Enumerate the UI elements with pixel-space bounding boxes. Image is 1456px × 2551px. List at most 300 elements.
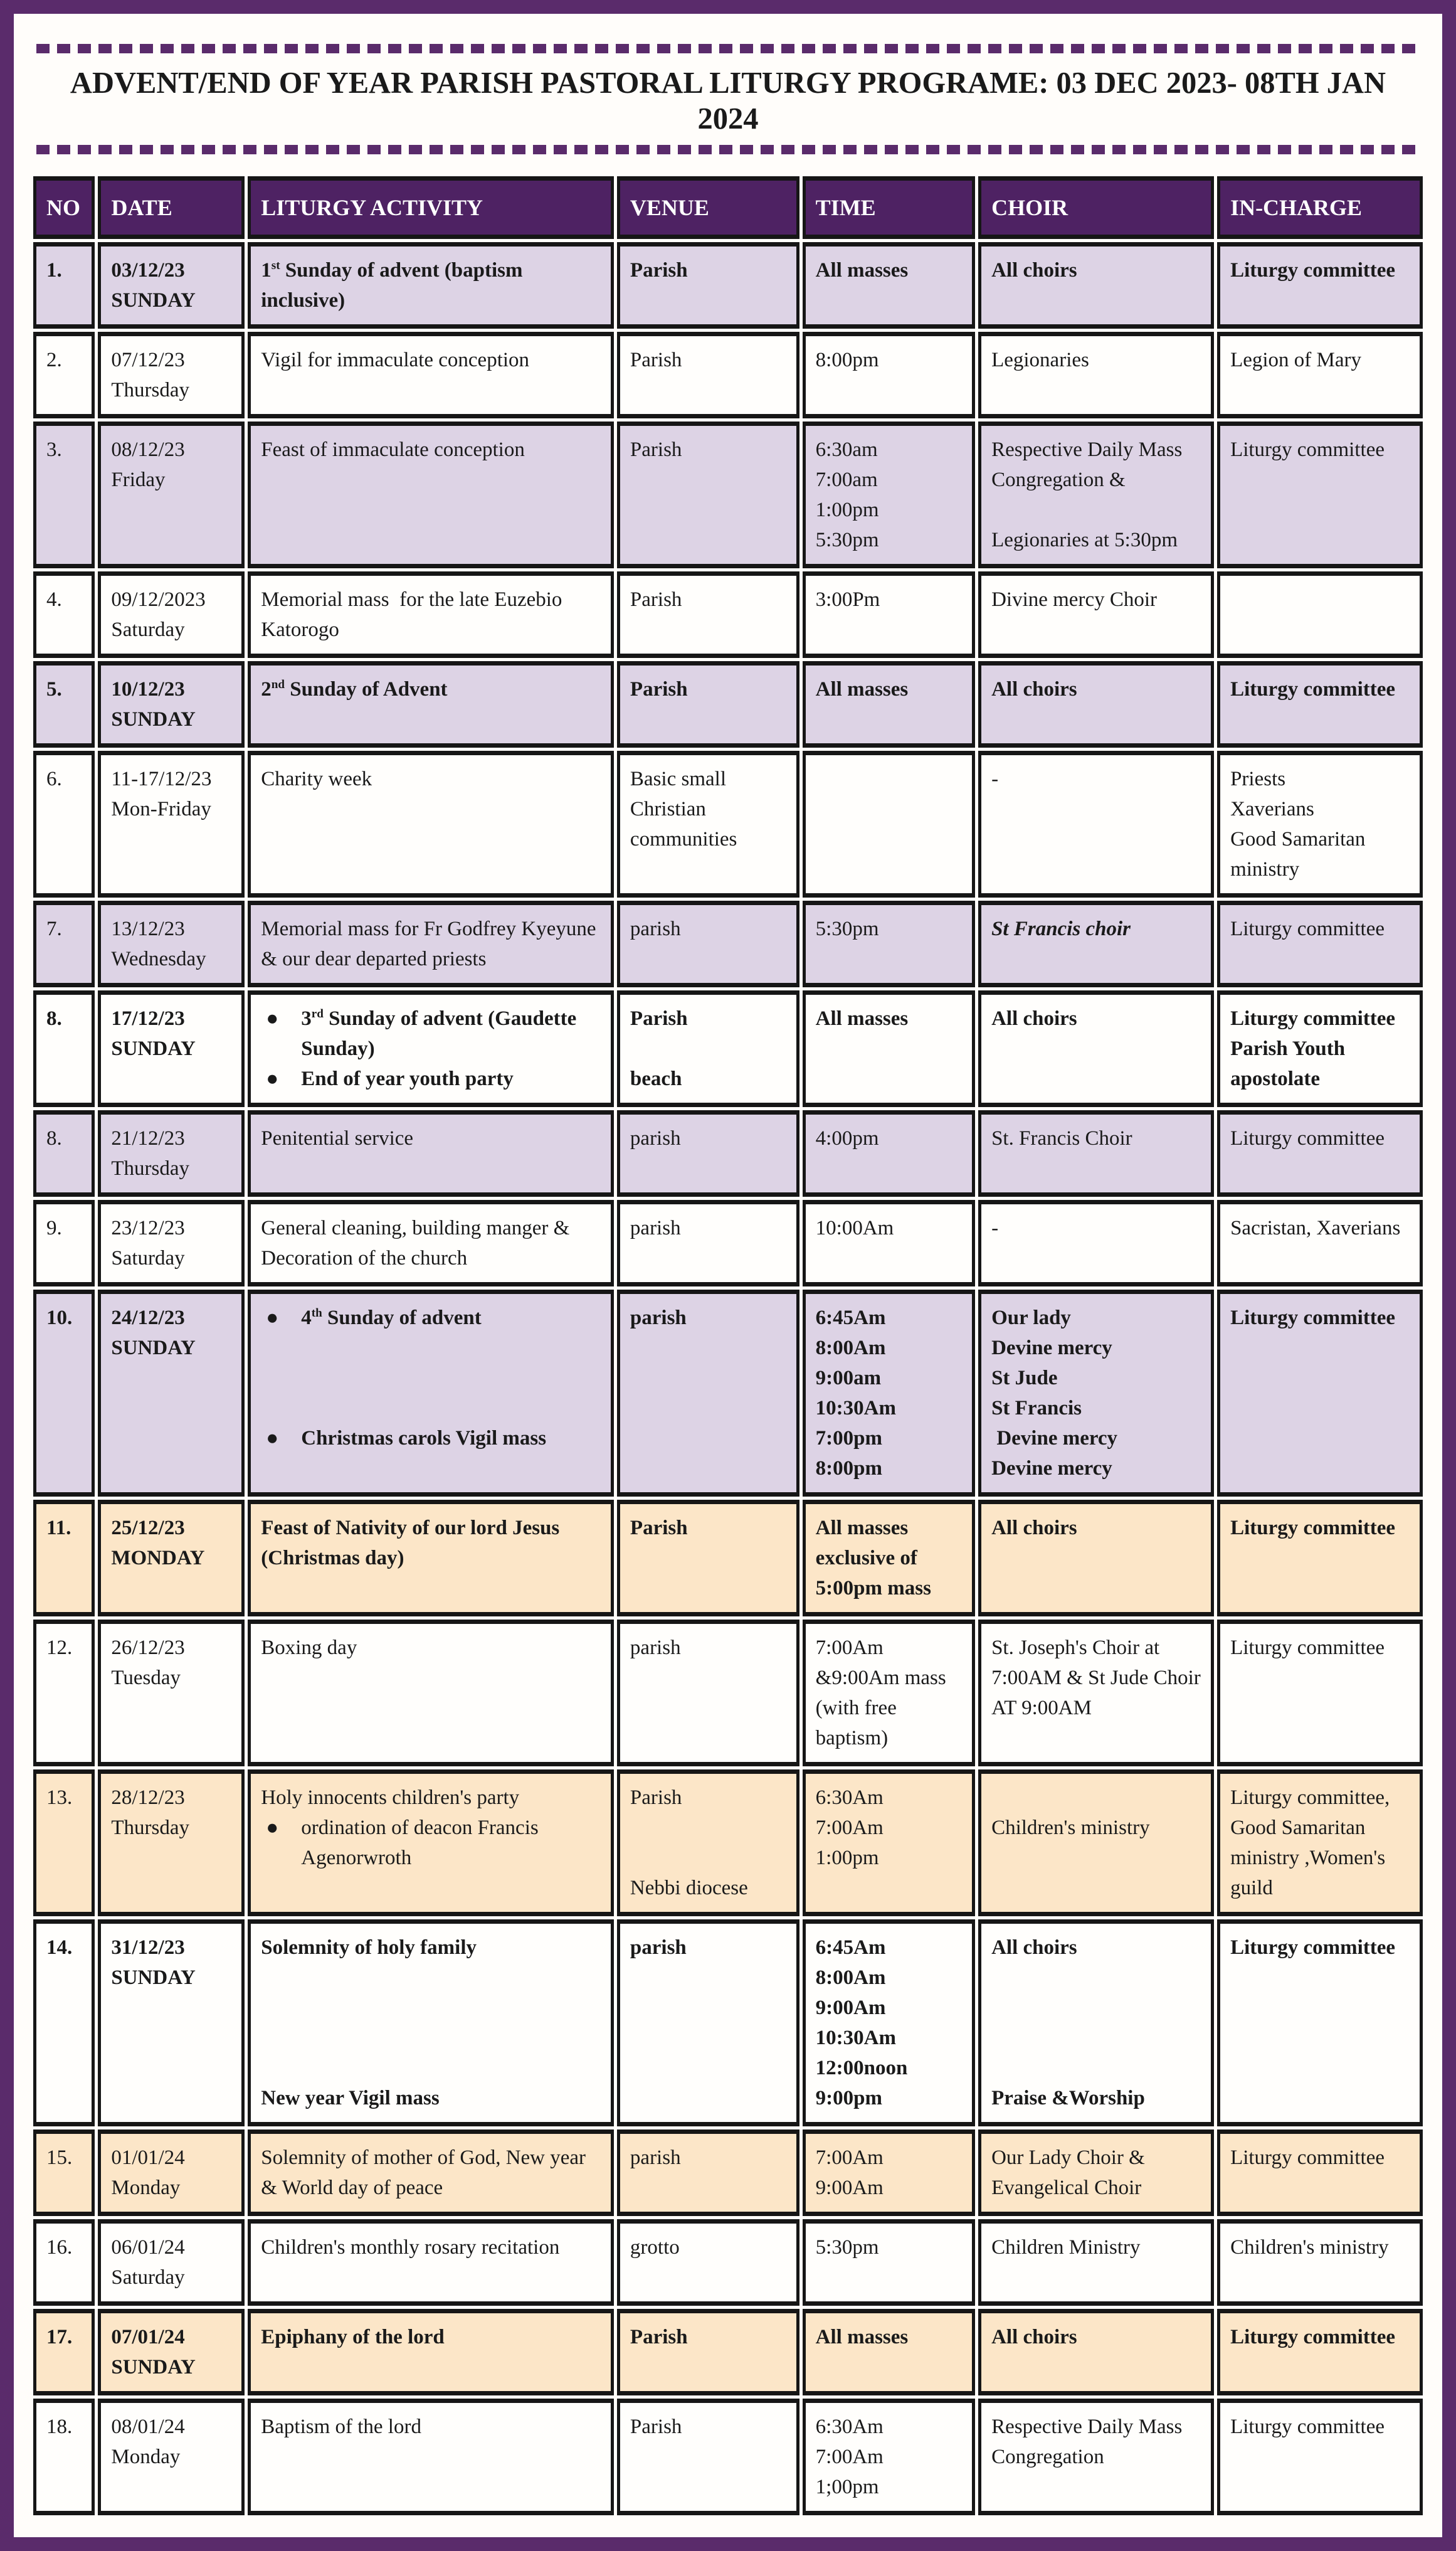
column-header-in-charge: IN-CHARGE (1217, 176, 1423, 239)
cell-time-text-line: All masses (815, 1007, 909, 1030)
cell-activity-text-line: Feast of immaculate conception (261, 438, 525, 461)
cell-activity-text-line: Baptism of the lord (261, 2416, 421, 2438)
cell-venue-text-line: Basic small Christian communities (630, 768, 737, 851)
cell-time (803, 332, 975, 418)
cell-incharge-text-line: Liturgy committee (1230, 1307, 1396, 1329)
cell-time-text-line: All masses (815, 2326, 909, 2348)
cell-venue-text-line: parish (630, 1936, 687, 1959)
bullet-icon: ● (266, 1307, 279, 1329)
column-header-time: TIME (803, 176, 975, 239)
cell-venue-blank-line (630, 1034, 786, 1064)
column-header-choir: CHOIR (978, 176, 1214, 239)
cell-venue-text-line: Nebbi diocese (630, 1877, 748, 1899)
cell-choir (978, 1500, 1214, 1616)
cell-incharge-blank-line (1230, 585, 1410, 615)
cell-time (803, 901, 975, 987)
cell-no-text-line: 11. (46, 1517, 71, 1539)
cell-activity-text-line: Feast of Nativity of our lord Jesus (Christmas day) (261, 1517, 565, 1569)
table-row (33, 422, 1423, 568)
cell-incharge (1217, 751, 1423, 898)
cell-time (803, 2129, 975, 2216)
cell-date (98, 242, 245, 329)
cell-activity-text-line: Holy innocents children's party (261, 1786, 520, 1809)
cell-choir (978, 2309, 1214, 2395)
cell-no (33, 1500, 95, 1616)
cell-choir-text-line: St. Francis Choir (991, 1127, 1132, 1150)
bullet-icon: ● (266, 1427, 279, 1450)
cell-activity (248, 332, 614, 418)
cell-incharge (1217, 422, 1423, 568)
cell-venue-blank-line (630, 1813, 786, 1843)
cell-choir-blank-line (991, 1963, 1201, 1993)
cell-incharge-text-line: Priests (1230, 768, 1286, 790)
cell-venue-text-line: Parish (630, 438, 682, 461)
cell-activity-text: ordination of deacon Francis Agenorwroth (301, 1816, 543, 1869)
cell-choir (978, 1200, 1214, 1286)
cell-time (803, 2399, 975, 2515)
cell-incharge (1217, 1110, 1423, 1197)
cell-choir-text-line: Legionaries (991, 349, 1089, 371)
cell-activity (248, 2309, 614, 2395)
cell-activity (248, 2129, 614, 2216)
cell-time-text-line: 6:45Am (815, 1307, 886, 1329)
cell-incharge-text-line: Liturgy committee (1230, 438, 1385, 461)
cell-venue (617, 422, 799, 568)
cell-no-text-line: 8. (46, 1127, 62, 1150)
cell-no (33, 1769, 95, 1916)
cell-time (803, 751, 975, 898)
cell-activity-text-line: Memorial mass for the late Euzebio Katorogo (261, 588, 567, 641)
cell-activity-text: 4th Sunday of advent (301, 1307, 482, 1329)
cell-venue-text-line: parish (630, 1217, 681, 1239)
cell-activity-text-line: Epiphany of the lord (261, 2326, 445, 2348)
cell-date-text-line: Mon-Friday (111, 798, 211, 820)
cell-incharge (1217, 571, 1423, 658)
cell-choir (978, 990, 1214, 1107)
cell-time-text-line: 12:00noon (815, 2057, 908, 2079)
cell-no-text-line: 5. (46, 678, 62, 701)
column-header-venue: VENUE (617, 176, 799, 239)
table-row (33, 1110, 1423, 1197)
cell-date (98, 1919, 245, 2126)
cell-venue-text-line: parish (630, 2146, 681, 2169)
table-row (33, 2399, 1423, 2515)
cell-time-text-line: 7:00Am &9:00Am mass (with free baptism) (815, 1636, 951, 1749)
cell-choir-text-line: St Jude (991, 1367, 1058, 1389)
cell-no-text-line: 12. (46, 1636, 73, 1659)
cell-time-blank-line (816, 764, 962, 794)
cell-no-text-line: 17. (46, 2326, 73, 2348)
cell-choir-blank-line (991, 495, 1201, 525)
cell-date-text-line: SUNDAY (111, 1337, 196, 1359)
cell-time-text-line: 5:30pm (815, 529, 879, 551)
cell-venue-text-line: Parish (630, 588, 682, 611)
cell-activity-text: Christmas carols Vigil mass (301, 1427, 547, 1450)
cell-venue (617, 751, 799, 898)
cell-incharge (1217, 1200, 1423, 1286)
cell-activity-blank-line (261, 1363, 601, 1393)
cell-venue (617, 332, 799, 418)
cell-date-text-line: 24/12/23 (111, 1307, 185, 1329)
cell-activity-text-line: Boxing day (261, 1636, 357, 1659)
cell-time-text-line: 5:30pm (815, 2236, 879, 2259)
cell-date-text-line: SUNDAY (111, 1037, 196, 1060)
cell-date-text-line: MONDAY (111, 1547, 205, 1569)
table-row (33, 751, 1423, 898)
cell-activity-blank-line (261, 2023, 601, 2053)
liturgy-programme-table (30, 173, 1426, 2518)
cell-incharge (1217, 332, 1423, 418)
cell-date-text-line: 11-17/12/23 (111, 768, 212, 790)
cell-time-text-line: 8:00pm (815, 349, 879, 371)
table-row (33, 1200, 1423, 1286)
cell-activity-bullet-line (261, 1004, 601, 1064)
cell-date (98, 661, 245, 748)
cell-activity-text: 3rd Sunday of advent (Gaudette Sunday) (301, 1007, 582, 1060)
cell-date-text-line: 25/12/23 (111, 1517, 185, 1539)
cell-incharge (1217, 2129, 1423, 2216)
cell-venue (617, 661, 799, 748)
cell-no-text-line: 3. (46, 438, 62, 461)
cell-choir (978, 422, 1214, 568)
cell-date-text-line: 01/01/24 (111, 2146, 185, 2169)
column-header-liturgy-activity: LITURGY ACTIVITY (248, 176, 614, 239)
cell-venue (617, 1110, 799, 1197)
cell-time-text-line: 1:00pm (815, 499, 879, 521)
cell-no-text-line: 9. (46, 1217, 62, 1239)
cell-activity (248, 242, 614, 329)
cell-activity-text-line: Solemnity of holy family (261, 1936, 477, 1959)
cell-time-text-line: 9:00pm (815, 2087, 882, 2109)
cell-venue (617, 242, 799, 329)
cell-date-text-line: 10/12/23 (111, 678, 185, 701)
cell-incharge-text-line: Parish Youth apostolate (1230, 1037, 1351, 1090)
cell-incharge-text-line: Liturgy committee (1230, 1517, 1396, 1539)
table-row (33, 1620, 1423, 1766)
cell-time (803, 571, 975, 658)
table-row (33, 2309, 1423, 2395)
cell-activity-blank-line (261, 1393, 601, 1423)
cell-no-text-line: 16. (46, 2236, 73, 2259)
cell-venue (617, 1290, 799, 1497)
cell-activity-blank-line (261, 2053, 601, 2083)
cell-venue-text-line: parish (630, 1127, 681, 1150)
cell-time-text-line: 5:30pm (815, 918, 879, 940)
cell-time-text-line: 7:00Am (815, 2446, 884, 2468)
cell-no-text-line: 18. (46, 2416, 73, 2438)
cell-choir (978, 242, 1214, 329)
cell-choir-blank-line (991, 1993, 1201, 2023)
cell-venue-text-line: parish (630, 1636, 681, 1659)
cell-choir-text-line: All choirs (991, 678, 1077, 701)
cell-time-text-line: 7:00pm (815, 1427, 882, 1450)
cell-date-text-line: 06/01/24 (111, 2236, 185, 2259)
page-title: ADVENT/END OF YEAR PARISH PASTORAL LITURGY PROGRAME: 03 DEC 2023- 08TH JAN 2024 (70, 65, 1386, 135)
dashed-divider-top (36, 44, 1420, 53)
cell-activity-text-line: General cleaning, building manger & Decoration of the church (261, 1217, 575, 1270)
cell-incharge (1217, 2399, 1423, 2515)
cell-choir-text-line: Devine mercy (991, 1427, 1118, 1450)
cell-date-text-line: Saturday (111, 1247, 185, 1270)
cell-activity-blank-line (261, 1333, 601, 1363)
cell-incharge (1217, 1290, 1423, 1497)
cell-activity (248, 1200, 614, 1286)
cell-incharge (1217, 901, 1423, 987)
cell-date-text-line: 07/01/24 (111, 2326, 185, 2348)
cell-activity-blank-line (261, 1963, 601, 1993)
cell-time-text-line: 4:00pm (815, 1127, 879, 1150)
cell-time-text-line: 10:00Am (815, 1217, 894, 1239)
cell-time-text-line: 8:00Am (815, 1966, 886, 1989)
cell-activity-text-line: Penitential service (261, 1127, 414, 1150)
cell-time-text-line: 1;00pm (815, 2476, 879, 2498)
cell-venue (617, 1500, 799, 1616)
cell-time (803, 1500, 975, 1616)
cell-time-text-line: 10:30Am (815, 1397, 896, 1419)
cell-date (98, 2309, 245, 2395)
cell-time-text-line: All masses (815, 678, 909, 701)
cell-date-text-line: Thursday (111, 1816, 189, 1839)
cell-choir-text-line: St Francis choir (991, 918, 1131, 940)
cell-no (33, 1110, 95, 1197)
cell-choir-text-line: St. Joseph's Choir at 7:00AM & St Jude Choir AT 9:00AM (991, 1636, 1205, 1719)
cell-time-text-line: 9:00am (815, 1367, 882, 1389)
cell-venue (617, 571, 799, 658)
cell-activity-bullet-line (261, 1064, 601, 1094)
cell-venue-text-line: Parish (630, 2326, 688, 2348)
cell-date-text-line: 08/01/24 (111, 2416, 185, 2438)
cell-time (803, 422, 975, 568)
cell-date-text-line: SUNDAY (111, 1966, 196, 1989)
cell-date-text-line: Thursday (111, 379, 189, 401)
cell-incharge (1217, 990, 1423, 1107)
table-row (33, 242, 1423, 329)
cell-venue-text-line: parish (630, 1307, 687, 1329)
cell-choir-text-line: All choirs (991, 1007, 1077, 1030)
cell-incharge (1217, 242, 1423, 329)
cell-choir (978, 1110, 1214, 1197)
cell-time-text-line: 6:30am (815, 438, 878, 461)
cell-incharge-text-line: Liturgy committee (1230, 678, 1396, 701)
cell-incharge-text-line: Good Samaritan ministry (1230, 828, 1371, 881)
cell-venue (617, 2309, 799, 2395)
cell-time-text-line: 9:00Am (815, 2177, 884, 2199)
cell-date (98, 1200, 245, 1286)
cell-activity (248, 661, 614, 748)
table-header-row (33, 176, 1423, 239)
cell-no (33, 242, 95, 329)
cell-incharge (1217, 1620, 1423, 1766)
cell-choir-text-line: Our Lady Choir & Evangelical Choir (991, 2146, 1151, 2199)
cell-no-text-line: 6. (46, 768, 62, 790)
cell-incharge-text-line: Liturgy committee (1230, 2416, 1385, 2438)
cell-choir-text-line: Devine mercy (991, 1457, 1112, 1480)
cell-activity-text-line: Charity week (261, 768, 372, 790)
cell-activity-text-line: 2nd Sunday of Advent (261, 678, 448, 701)
cell-date-text-line: 28/12/23 (111, 1786, 185, 1809)
cell-activity (248, 1919, 614, 2126)
cell-incharge-text-line: Children's ministry (1230, 2236, 1389, 2259)
table-row (33, 990, 1423, 1107)
cell-date-text-line: 23/12/23 (111, 1217, 185, 1239)
column-header-date: DATE (98, 176, 245, 239)
cell-choir (978, 901, 1214, 987)
cell-date-text-line: SUNDAY (111, 2356, 196, 2379)
table-row (33, 661, 1423, 748)
cell-venue-text-line: Parish (630, 259, 688, 282)
cell-time-text-line: 3:00Pm (815, 588, 880, 611)
cell-choir-text-line: Praise &Worship (991, 2087, 1145, 2109)
cell-time (803, 661, 975, 748)
cell-incharge (1217, 1500, 1423, 1616)
cell-choir-blank-line (991, 1783, 1201, 1813)
cell-time-text-line: All masses exclusive of 5:00pm mass (815, 1517, 931, 1599)
cell-incharge (1217, 661, 1423, 748)
cell-venue (617, 1620, 799, 1766)
cell-venue-text-line: Parish (630, 349, 682, 371)
cell-no (33, 332, 95, 418)
cell-date-text-line: Friday (111, 469, 166, 491)
cell-date-text-line: 26/12/23 (111, 1636, 185, 1659)
cell-time (803, 2219, 975, 2306)
cell-no (33, 751, 95, 898)
cell-no-text-line: 7. (46, 918, 62, 940)
cell-time (803, 1200, 975, 1286)
cell-date-text-line: 21/12/23 (111, 1127, 185, 1150)
cell-no (33, 1290, 95, 1497)
cell-date (98, 2399, 245, 2515)
cell-venue-text-line: Parish (630, 678, 688, 701)
table-row (33, 1500, 1423, 1616)
cell-date-text-line: Monday (111, 2177, 181, 2199)
bullet-icon: ● (266, 1816, 279, 1839)
table-row (33, 901, 1423, 987)
dashed-divider-bottom (36, 145, 1420, 154)
cell-choir (978, 332, 1214, 418)
cell-choir-text-line: Our lady (991, 1307, 1071, 1329)
cell-no (33, 2129, 95, 2216)
cell-activity (248, 1290, 614, 1497)
cell-venue (617, 901, 799, 987)
cell-choir (978, 1290, 1214, 1497)
cell-activity-blank-line (261, 1993, 601, 2023)
cell-choir-text-line: All choirs (991, 259, 1077, 282)
cell-choir-blank-line (991, 2053, 1201, 2083)
cell-time-text-line: 10:30Am (815, 2027, 896, 2049)
cell-time (803, 2309, 975, 2395)
cell-choir (978, 571, 1214, 658)
cell-venue (617, 2219, 799, 2306)
cell-no-text-line: 2. (46, 349, 62, 371)
cell-date-text-line: Saturday (111, 618, 185, 641)
cell-date-text-line: SUNDAY (111, 708, 196, 731)
cell-choir-text-line: Respective Daily Mass Congregation & (991, 438, 1188, 491)
cell-activity-text-line: Solemnity of mother of God, New year & World day of peace (261, 2146, 591, 2199)
cell-no-text-line: 13. (46, 1786, 73, 1809)
cell-date-text-line: 07/12/23 (111, 349, 185, 371)
cell-venue-text-line: beach (630, 1068, 682, 1090)
cell-incharge (1217, 2309, 1423, 2395)
cell-time-text-line: 7:00Am (815, 1816, 884, 1839)
cell-date (98, 1620, 245, 1766)
cell-activity-text: End of year youth party (301, 1068, 514, 1090)
cell-choir (978, 751, 1214, 898)
cell-date-text-line: Tuesday (111, 1667, 181, 1689)
cell-date (98, 1500, 245, 1616)
cell-date-text-line: SUNDAY (111, 289, 196, 312)
cell-venue-blank-line (630, 1843, 786, 1873)
cell-incharge-text-line: Liturgy committee (1230, 1936, 1396, 1959)
cell-time-text-line: 9:00Am (815, 1997, 886, 2019)
cell-time-text-line: 6:45Am (815, 1936, 886, 1959)
cell-date-text-line: 03/12/23 (111, 259, 185, 282)
cell-date (98, 1110, 245, 1197)
cell-no (33, 2309, 95, 2395)
cell-venue (617, 1200, 799, 1286)
cell-date (98, 571, 245, 658)
cell-choir-text-line: All choirs (991, 1517, 1077, 1539)
cell-venue-text-line: Parish (630, 1786, 682, 1809)
table-row (33, 2219, 1423, 2306)
cell-choir-text-line: All choirs (991, 1936, 1077, 1959)
cell-venue (617, 990, 799, 1107)
cell-time-text-line: 6:30Am (815, 1786, 884, 1809)
cell-date (98, 990, 245, 1107)
cell-date (98, 1769, 245, 1916)
cell-venue (617, 2399, 799, 2515)
cell-activity (248, 2399, 614, 2515)
cell-date (98, 422, 245, 568)
cell-date (98, 332, 245, 418)
cell-incharge-text-line: Liturgy committee, Good Samaritan ministry ,Women's guild (1230, 1786, 1395, 1899)
cell-venue-text-line: Parish (630, 1517, 688, 1539)
cell-activity-text-line: Children's monthly rosary recitation (261, 2236, 560, 2259)
cell-date-text-line: 31/12/23 (111, 1936, 185, 1959)
cell-choir-text-line: All choirs (991, 2326, 1077, 2348)
cell-choir (978, 1769, 1214, 1916)
cell-activity-text-line: Memorial mass for Fr Godfrey Kyeyune & our dear departed priests (261, 918, 601, 970)
cell-date-text-line: 17/12/23 (111, 1007, 185, 1030)
cell-venue-text-line: parish (630, 918, 681, 940)
cell-incharge-text-line: Legion of Mary (1230, 349, 1362, 371)
cell-no-text-line: 15. (46, 2146, 73, 2169)
cell-activity (248, 2219, 614, 2306)
cell-choir-text-line: Legionaries at 5:30pm (991, 529, 1178, 551)
bullet-icon: ● (266, 1068, 279, 1090)
cell-time-text-line: 7:00Am (815, 2146, 884, 2169)
cell-venue (617, 1919, 799, 2126)
cell-no (33, 990, 95, 1107)
cell-incharge-text-line: Liturgy committee (1230, 918, 1385, 940)
cell-date-text-line: 08/12/23 (111, 438, 185, 461)
cell-choir-text-line: Divine mercy Choir (991, 588, 1158, 611)
cell-no (33, 1620, 95, 1766)
cell-no (33, 1200, 95, 1286)
cell-time (803, 1919, 975, 2126)
cell-time (803, 1769, 975, 1916)
table-row (33, 1769, 1423, 1916)
cell-no-text-line: 10. (46, 1307, 73, 1329)
cell-time-text-line: 6:30Am (815, 2416, 884, 2438)
cell-activity (248, 990, 614, 1107)
cell-choir-text-line: Devine mercy (991, 1337, 1112, 1359)
cell-activity-bullet-line (261, 1423, 601, 1453)
cell-activity (248, 751, 614, 898)
cell-incharge-text-line: Liturgy committee (1230, 1127, 1385, 1150)
cell-no-text-line: 14. (46, 1936, 73, 1959)
cell-no-text-line: 1. (46, 259, 62, 282)
cell-date (98, 2129, 245, 2216)
